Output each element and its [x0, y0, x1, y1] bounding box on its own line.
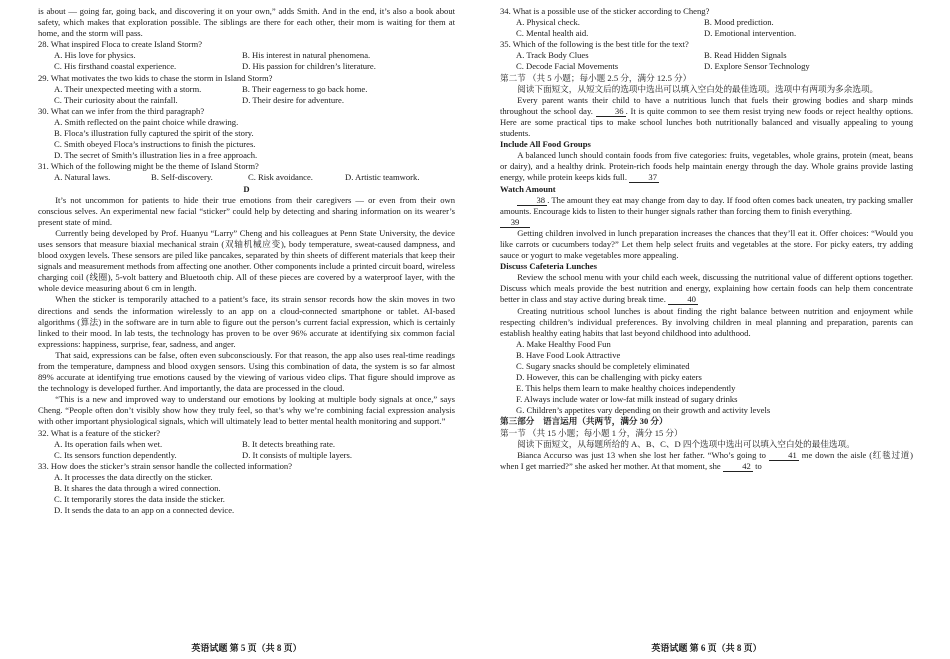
paragraph-text: A balanced lunch should contain foods from five categories: fruits, vegetables, whole grains, protein (meat, beans or dairy), and a healthy drink. Protein-rich foods help maintain energy through the day. Whole grains provide lasting energy, while protein keeps kids full. — [500, 150, 913, 183]
option-d: D. Emotional intervention. — [704, 28, 797, 39]
passage-paragraph-3 — [500, 195, 913, 217]
subheading-blank-39-line — [500, 217, 913, 228]
right-column — [500, 6, 913, 472]
paragraph-text: . It is quite common to see them resist trying new foods or reject healthy options. Here are some practical tips to make school lunches both nutritionally balanced and visually appealing to young students. — [500, 105, 913, 139]
left-column — [38, 6, 455, 516]
passage-paragraph-4: Getting children involved in lunch preparation increases the chances that they’ll eat it. Offer choices: “Would you like carrots or cucumbers today?” Let them help select fruits and vegetables at the store. For picky eaters, try adding sauce or yogurt to make vegetables more appealing. — [500, 227, 913, 261]
question-28-options — [38, 50, 455, 61]
option-c: C. Smith obeyed Floca’s instructions to finish the pictures. — [54, 139, 256, 150]
blank-41[interactable]: 41 — [769, 451, 799, 461]
question-31-stem: 31. Which of the following might be the theme of Island Storm? — [38, 161, 259, 172]
subheading-cafeteria: Discuss Cafeteria Lunches — [500, 261, 597, 272]
passage-d-paragraph-2: Currently being developed by Prof. Huanyu “Larry” Cheng and his colleagues at Penn State University, the device uses sensors that measure biaxial mechanical strain (双轴机械应变), body temperature, sweat-caused dampness, and blood oxygen levels. These sensors are piled like pancakes, separated by thin sheets of different materials that keep their signals and measurement methods from affecting one another. Other components include a printed circuit board, wireless charging coil (线圈), 5-volt battery and Bluetooth chip. All of these pieces are covered by a waterproof layer, with the whole device measuring about 6 cm in length. — [38, 227, 455, 294]
paragraph-text: Bianca Accurso was just 13 when she lost her father. “Who’s going to — [517, 449, 766, 460]
option-a: A. His love for physics. — [54, 50, 136, 61]
question-35-stem: 35. Which of the following is the best title for the text? — [500, 39, 689, 50]
passage-d-paragraph-4: That said, expressions can be false, often even subconsciously. For that reason, the app also uses real-time readings from the temperature, dampness and blood oxygen sensors. Using this combination of data, the system is so far almost 89% accurate at identifying true emotions caused by the viewing of various video clips. That figure should improve as the technology is developed further. And importantly, the data are processed in the cloud. — [38, 349, 455, 394]
subheading-food-groups: Include All Food Groups — [500, 139, 591, 150]
question-28-options — [38, 61, 455, 72]
cloze-paragraph-1 — [500, 450, 913, 472]
paragraph-text: me down the aisle (红毯过道) when I get married?” she asked her mother. At that moment, she — [500, 449, 914, 471]
paragraph-text: to — [755, 460, 762, 471]
option-a: A. It processes the data directly on the sticker. — [54, 471, 213, 482]
page-footer-right: 英语试题 第 6 页（共 8 页） — [651, 643, 762, 653]
option-a: A. Natural laws. — [54, 172, 111, 183]
page-footer-left: 英语试题 第 5 页（共 8 页） — [191, 643, 302, 653]
answer-option: A. Make Healthy Food Fun — [516, 338, 611, 349]
answer-option: D. However, this can be challenging with picky eaters — [516, 372, 702, 383]
option-b: B. It shares the data through a wired connection. — [54, 483, 221, 494]
blank-37[interactable]: 37 — [629, 173, 659, 183]
blank-39[interactable]: 39 — [500, 218, 530, 228]
answer-option: G. Children’s appetites vary depending on their growth and activity levels — [516, 405, 771, 416]
section-1-heading: 第一节 （共 15 小题；每小题 1 分，满分 15 分） — [500, 427, 683, 438]
question-34-options — [500, 28, 913, 39]
passage-paragraph-5 — [500, 272, 913, 305]
option-d: D. Explore Sensor Technology — [704, 61, 810, 72]
section-d-heading: D — [243, 183, 250, 194]
question-30-stem: 30. What can we infer from the third paragraph? — [38, 105, 205, 116]
blank-38[interactable]: 38 — [517, 196, 547, 206]
passage-d-paragraph-5: “This is a new and improved way to understand our emotions by looking at multiple body signals at once,” says Cheng. “People often don’t visibly show how they truly feel, so that’s why we’re combining facial expression analysis with other important physiological signals, which will ultimately lead to better mental health monitoring and support.” — [38, 394, 455, 427]
question-35-options — [500, 50, 913, 61]
answer-options-list — [500, 339, 913, 417]
option-a: A. Smith reflected on the paint choice while drawing. — [54, 116, 239, 127]
option-d: D. Their desire for adventure. — [242, 94, 344, 105]
option-d: D. It sends the data to an app on a connected device. — [54, 505, 235, 516]
passage-paragraph-6: Creating nutritious school lunches is about finding the right balance between nutrition and enjoyment while respecting children’s individual preferences. By involving children in meal planning and preparation, parents can establish healthy eating habits that last beyond childhood into adulthood. — [500, 305, 913, 338]
option-d: D. It consists of multiple layers. — [242, 449, 353, 460]
answer-option: B. Have Food Look Attractive — [516, 349, 621, 360]
option-b: B. Read Hidden Signals — [704, 50, 787, 61]
passage-d-paragraph-1: It’s not uncommon for patients to hide their true emotions from their caregivers — or even from their own conscious selves. An experimental new facial “sticker” could help by detecting and sharing information on its wearer’s present state of mind. — [38, 194, 455, 227]
option-a: A. Physical check. — [516, 17, 580, 28]
question-32-options — [38, 439, 455, 450]
blank-36[interactable]: 36 — [596, 107, 626, 117]
option-a: A. Its operation fails when wet. — [54, 438, 163, 449]
option-d: D. Artistic teamwork. — [345, 172, 420, 183]
option-c: C. Risk avoidance. — [248, 172, 313, 183]
option-b: B. Self-discovery. — [151, 172, 213, 183]
option-b: B. Their eagerness to go back home. — [242, 83, 368, 94]
question-29-options — [38, 84, 455, 95]
answer-option: F. Always include water or low-fat milk instead of sugary drinks — [516, 394, 738, 405]
paragraph-text: . The amount they eat may change from day to day. If food often comes back uneaten, try packing smaller amounts. Encourage kids to listen to their hunger signals rather than forcing them to finish everything. — [500, 194, 913, 216]
passage-paragraph-1 — [500, 95, 913, 139]
answer-option: E. This helps them learn to make healthy choices independently — [516, 383, 736, 394]
option-c: C. Mental health aid. — [516, 28, 589, 39]
section-1-instructions: 阅读下面短文，从每题所给的 A、B、C、D 四个选项中选出可以填入空白处的最佳选项。 — [517, 438, 855, 449]
option-d: D. His passion for children’s literature. — [242, 61, 376, 72]
part-3-heading: 第三部分 语言运用（共两节，满分 30 分） — [500, 416, 668, 427]
question-35-options — [500, 61, 913, 72]
option-b: B. Floca’s illustration fully captured the spirit of the story. — [54, 128, 254, 139]
option-b: B. Mood prediction. — [704, 17, 774, 28]
paragraph-text: Every parent wants their child to have a nutritious lunch that fuels their growing bodies and sharp minds throughout the school day. — [500, 94, 913, 116]
passage-d-paragraph-3: When the sticker is temporarily attached to a patient’s face, its strain sensor records how the skin moves in two directions and sends the information wirelessly to an app on a cloud-connected smartphone or tablet. AI-based algorithms (算法) in the software are in turn able to figure out the person’s current facial expression, which is certainly linked to their mood. In lab tests, the technology has proven to be over 96% accurate at identifying six common facial expressions: happiness, surprise, fear, sadness, and anger. — [38, 294, 455, 349]
blank-40[interactable]: 40 — [668, 295, 698, 305]
section-2-instructions: 阅读下面短文，从短文后的选项中选出可以填入空白处的最佳选项。选项中有两项为多余选项。 — [517, 83, 879, 94]
option-b: B. It detects breathing rate. — [242, 438, 336, 449]
option-a: A. Track Body Clues — [516, 50, 589, 61]
option-c: C. Decode Facial Movements — [516, 61, 619, 72]
option-c: C. Its sensors function dependently. — [54, 449, 177, 460]
subheading-watch-amount: Watch Amount — [500, 183, 556, 194]
question-32-stem: 32. What is a feature of the sticker? — [38, 427, 161, 438]
question-32-options — [38, 450, 455, 461]
question-34-stem: 34. What is a possible use of the sticker according to Cheng? — [500, 6, 710, 16]
blank-42[interactable]: 42 — [723, 462, 753, 472]
passage-paragraph-2 — [500, 150, 913, 183]
question-29-stem: 29. What motivates the two kids to chase the storm in Island Storm? — [38, 72, 273, 83]
option-d: D. The secret of Smith’s illustration lies in a free approach. — [54, 150, 258, 161]
section-2-heading: 第二节 （共 5 小题；每小题 2.5 分，满分 12.5 分） — [500, 72, 692, 83]
question-34-options — [500, 17, 913, 28]
option-c: C. His firsthand coastal experience. — [54, 61, 177, 72]
answer-option: C. Sugary snacks should be completely eliminated — [516, 361, 690, 371]
option-c: C. Their curiosity about the rainfall. — [54, 94, 178, 105]
option-a: A. Their unexpected meeting with a storm. — [54, 83, 202, 94]
paragraph-text: Review the school menu with your child each week, discussing the nutritional value of different options together. Discuss which meals provide the best nutrition and energy, explaining how certain foods can help them concentrate better in class and stay active during break time. — [500, 272, 913, 305]
passage-c-ending: is about — going far, going back, and discovering it on your own,” adds Smith. And in the end, it’s also a book about safety, which makes that exploration possible. The siblings are there for each other, their mom is waiting for them at home, and the storm will pass. — [38, 6, 455, 39]
question-28-stem: 28. What inspired Floca to create Island Storm? — [38, 39, 203, 50]
option-c: C. It temporarily stores the data inside the sticker. — [54, 494, 225, 505]
question-29-options — [38, 95, 455, 106]
option-b: B. His interest in natural phenomena. — [242, 50, 371, 61]
question-31-options — [38, 172, 455, 183]
question-33-stem: 33. How does the sticker’s strain sensor handle the collected information? — [38, 460, 293, 471]
